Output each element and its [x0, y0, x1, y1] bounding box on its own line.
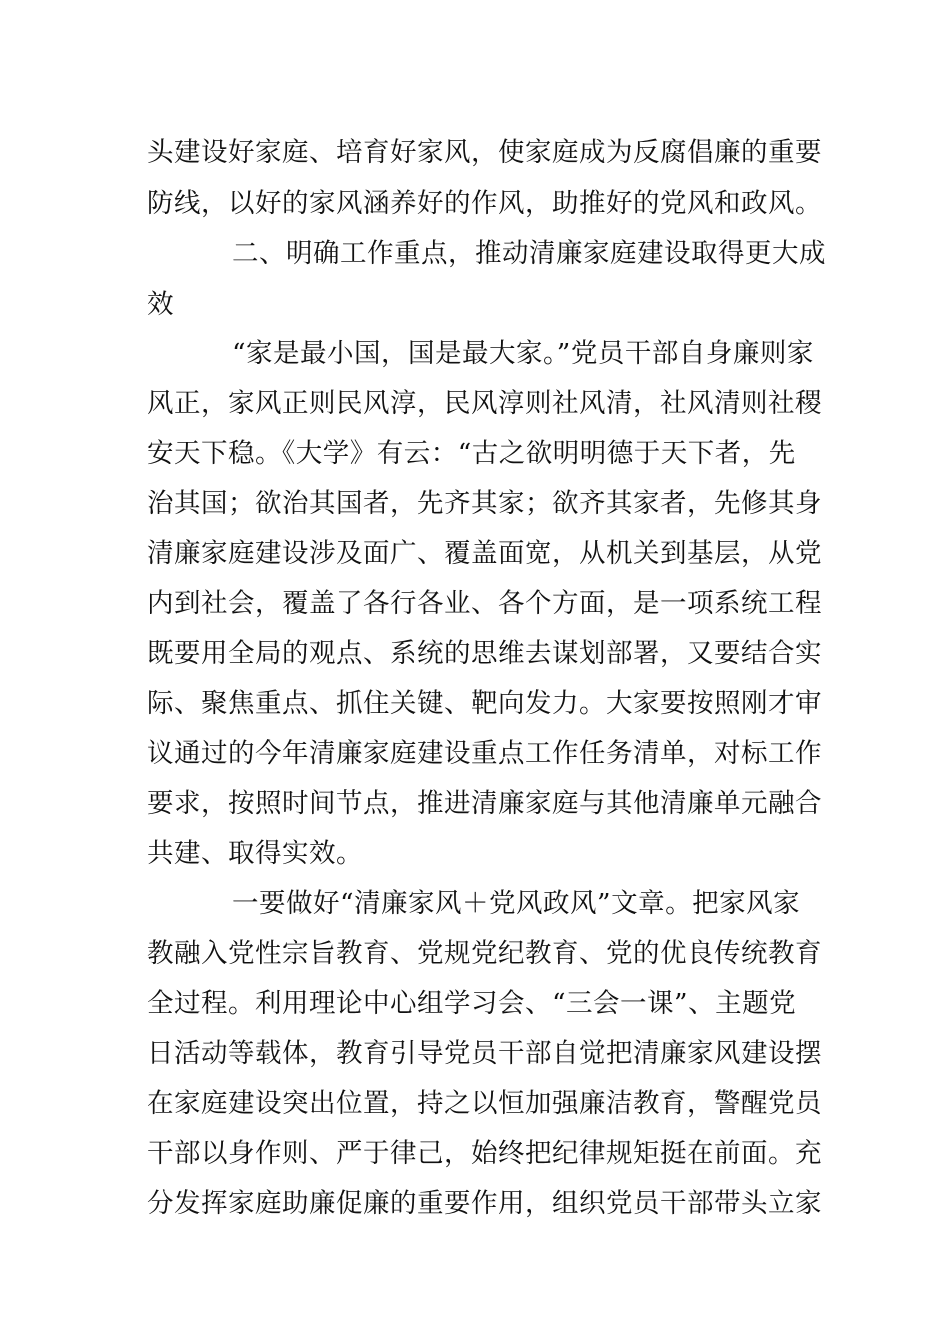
body-line: 安天下稳。《大学》有云：“古之欲明明德于天下者，先: [147, 438, 796, 469]
body-line: 分发挥家庭助廉促廉的重要作用，组织党员干部带头立家: [147, 1188, 822, 1219]
section-heading-line: 效: [147, 289, 174, 320]
body-line: 议通过的今年清廉家庭建设重点工作任务清单，对标工作: [147, 738, 822, 769]
body-line: 治其国；欲治其国者，先齐其家；欲齐其家者，先修其身: [147, 488, 822, 519]
body-line: 在家庭建设突出位置，持之以恒加强廉洁教育，警醒党员: [147, 1088, 822, 1119]
body-line: 日活动等载体，教育引导党员干部自觉把清廉家风建设摆: [147, 1038, 822, 1069]
body-line: 际、聚焦重点、抓住关键、靶向发力。大家要按照刚才审: [147, 688, 822, 719]
body-line: 全过程。利用理论中心组学习会、“三会一课”、主题党: [147, 988, 797, 1019]
body-line: 清廉家庭建设涉及面广、覆盖面宽，从机关到基层，从党: [147, 538, 822, 569]
section-heading-line: 二、明确工作重点，推动清廉家庭建设取得更大成: [232, 238, 826, 269]
body-line: 要求，按照时间节点，推进清廉家庭与其他清廉单元融合: [147, 788, 822, 819]
body-line: 既要用全局的观点、系统的思维去谋划部署，又要结合实: [147, 638, 822, 669]
body-line: “家是最小国，国是最大家。”党员干部自身廉则家: [232, 338, 814, 369]
body-line: 教融入党性宗旨教育、党规党纪教育、党的优良传统教育: [147, 938, 822, 969]
body-line: 一要做好“清廉家风＋党风政风”文章。把家风家: [232, 888, 801, 919]
body-line: 干部以身作则、严于律己，始终把纪律规矩挺在前面。充: [147, 1138, 822, 1169]
body-line: 风正，家风正则民风淳，民风淳则社风清，社风清则社稷: [147, 388, 822, 419]
body-line: 头建设好家庭、培育好家风，使家庭成为反腐倡廉的重要: [147, 137, 822, 168]
body-line: 共建、取得实效。: [147, 838, 363, 869]
body-line: 内到社会，覆盖了各行各业、各个方面，是一项系统工程: [147, 588, 822, 619]
body-line: 防线，以好的家风涵养好的作风，助推好的党风和政风。: [147, 188, 822, 219]
